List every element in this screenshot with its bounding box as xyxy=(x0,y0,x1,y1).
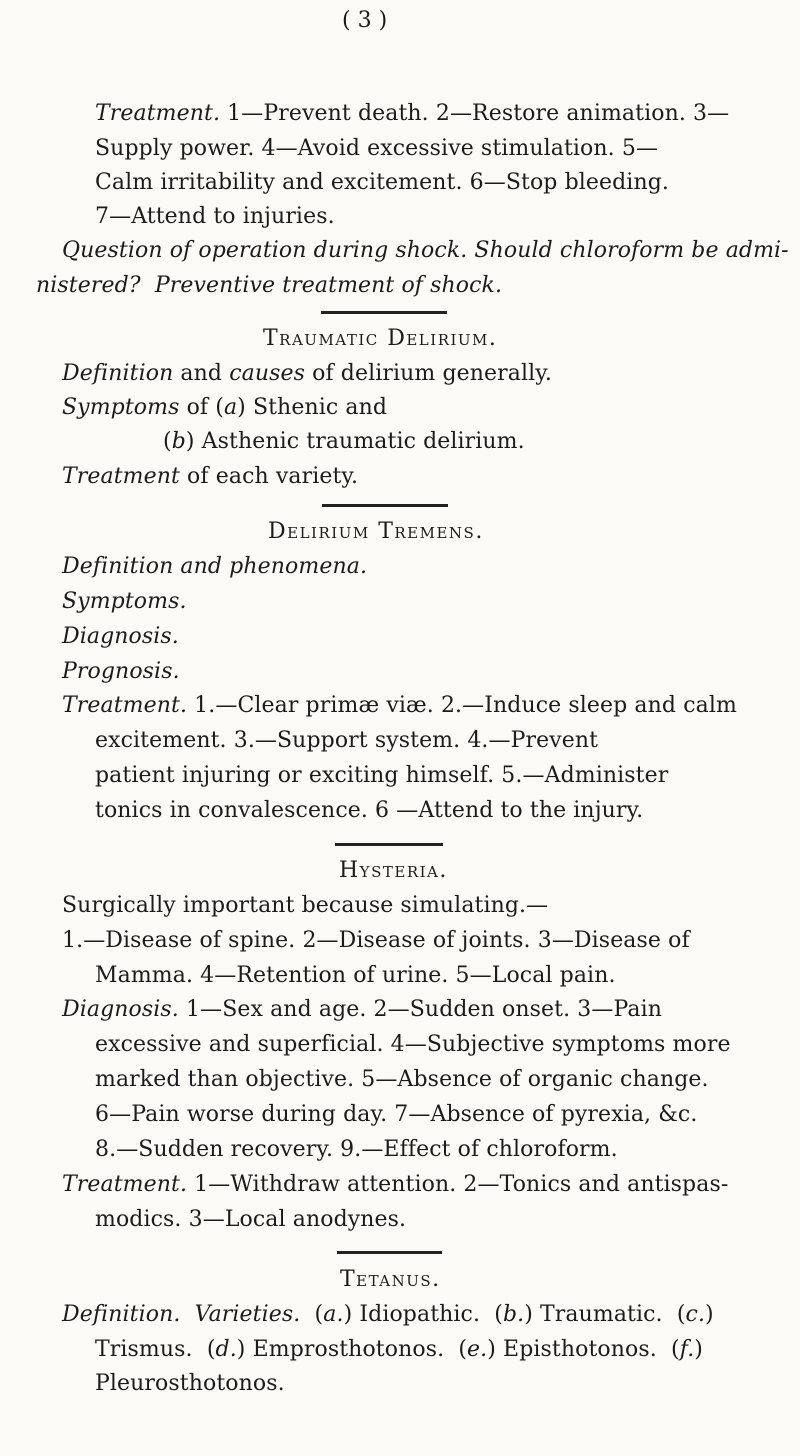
shock-question-line-1: Question of operation during shock. Should chloroform be admi- xyxy=(62,238,789,263)
delirium-tremens-treatment-line-3: patient injuring or exciting himself. 5.—Administer xyxy=(95,763,669,788)
hysteria-simulating-line-2: Mamma. 4—Retention of urine. 5—Local pain. xyxy=(95,963,616,988)
shock-treatment-label: Treatment. xyxy=(95,101,221,126)
hysteria-treatment-line-2: modics. 3—Local anodynes. xyxy=(95,1207,407,1232)
traumatic-delirium-definition: Definition and causes of delirium generally. xyxy=(62,361,552,386)
section-divider xyxy=(335,843,443,846)
traumatic-delirium-heading: Traumatic Delirium. xyxy=(263,326,498,351)
delirium-tremens-treatment-line-4: tonics in convalescence. 6 —Attend to the injury. xyxy=(95,798,644,823)
traumatic-delirium-symptoms-a: Symptoms of (a) Sthenic and xyxy=(62,395,388,420)
delirium-tremens-treatment-line-2: excitement. 3.—Support system. 4.—Prevent xyxy=(95,728,599,753)
hysteria-diagnosis-line-5: 8.—Sudden recovery. 9.—Effect of chloroform. xyxy=(95,1137,618,1162)
hysteria-intro: Surgically important because simulating.— xyxy=(62,893,549,918)
tetanus-heading: Tetanus. xyxy=(340,1267,441,1292)
hysteria-diagnosis-line-3: marked than objective. 5—Absence of organic change. xyxy=(95,1067,709,1092)
tetanus-line-3: Pleurosthotonos. xyxy=(95,1371,285,1396)
delirium-tremens-treatment-line-1: Treatment. 1.—Clear primæ viæ. 2.—Induce sleep and calm xyxy=(62,693,737,718)
hysteria-simulating-line-1: 1.—Disease of spine. 2—Disease of joints. 3—Disease of xyxy=(62,928,690,953)
traumatic-delirium-symptoms-b: (b) Asthenic traumatic delirium. xyxy=(163,429,525,454)
delirium-tremens-definition: Definition and phenomena. xyxy=(62,554,368,579)
hysteria-diagnosis-line-4: 6—Pain worse during day. 7—Absence of pyrexia, &c. xyxy=(95,1102,698,1127)
delirium-tremens-heading: Delirium Tremens. xyxy=(268,519,484,544)
shock-question-line-2: nistered? Preventive treatment of shock. xyxy=(36,273,503,298)
hysteria-heading: Hysteria. xyxy=(339,858,448,883)
shock-treatment-line-4: 7—Attend to injuries. xyxy=(95,204,335,229)
page-number: ( 3 ) xyxy=(342,8,388,33)
hysteria-treatment-line-1: Treatment. 1—Withdraw attention. 2—Tonics and antispas- xyxy=(62,1172,729,1197)
tetanus-line-2: Trismus. (d.) Emprosthotonos. (e.) Episthotonos. (f.) xyxy=(95,1337,703,1362)
section-divider xyxy=(337,1251,442,1254)
shock-treatment-line-1: Treatment. 1—Prevent death. 2—Restore animation. 3— xyxy=(95,101,730,126)
preventive-treatment: Preventive treatment of shock. xyxy=(154,273,503,298)
section-divider xyxy=(322,504,448,507)
shock-treatment-line-2: Supply power. 4—Avoid excessive stimulation. 5— xyxy=(95,136,659,161)
hysteria-diagnosis-line-1: Diagnosis. 1—Sex and age. 2—Sudden onset. 3—Pain xyxy=(62,997,663,1022)
section-divider xyxy=(321,311,447,314)
delirium-tremens-prognosis: Prognosis. xyxy=(62,659,180,684)
delirium-tremens-diagnosis: Diagnosis. xyxy=(62,624,179,649)
traumatic-delirium-treatment: Treatment of each variety. xyxy=(62,464,359,489)
shock-treatment-line-3: Calm irritability and excitement. 6—Stop bleeding. xyxy=(95,170,669,195)
hysteria-diagnosis-line-2: excessive and superficial. 4—Subjective symptoms more xyxy=(95,1032,731,1057)
delirium-tremens-symptoms: Symptoms. xyxy=(62,589,187,614)
tetanus-line-1: Definition. Varieties. (a.) Idiopathic. (b.) Traumatic. (c.) xyxy=(62,1302,714,1327)
